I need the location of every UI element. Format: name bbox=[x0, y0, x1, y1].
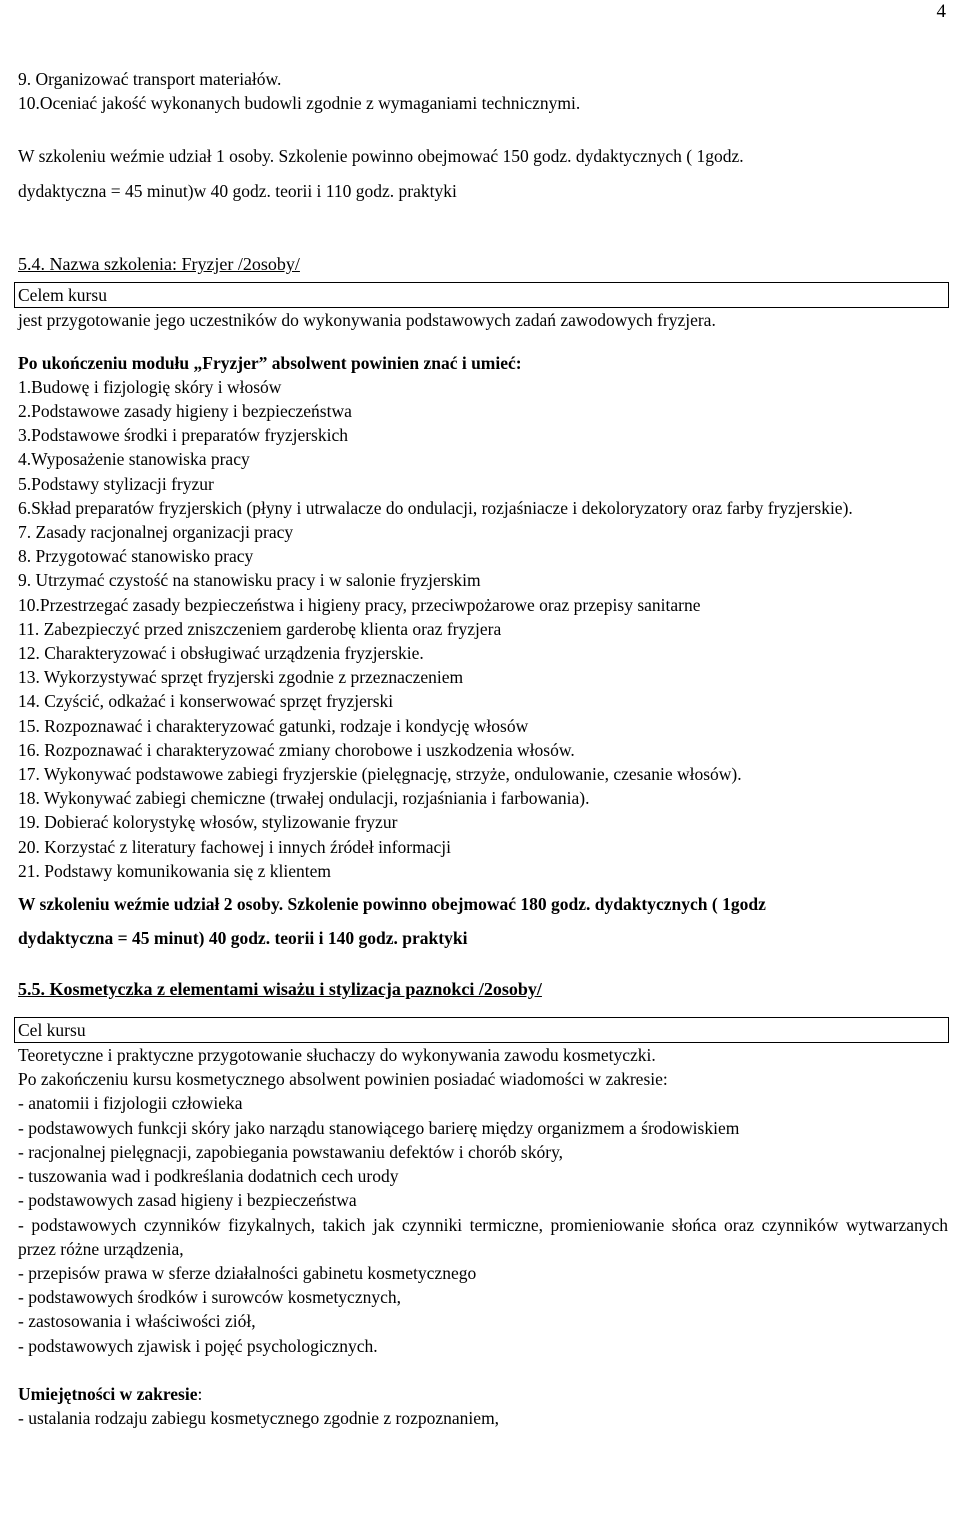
list-item: 14. Czyścić, odkażać i konserwować sprzęt fryzjerski bbox=[18, 691, 394, 712]
document-body bbox=[18, 67, 948, 1430]
list-item: - podstawowych środków i surowców kosmetycznych, bbox=[18, 1287, 401, 1308]
list-item: 10.Przestrzegać zasady bezpieczeństwa i higieny pracy, przeciwpożarowe oraz przepisy sanitarne bbox=[18, 594, 701, 615]
list-item: 6.Skład preparatów fryzjerskich (płyny i utrwalacze do ondulacji, rozjaśniacze i dekoloryzatory oraz farby fryzjerskie). bbox=[18, 497, 853, 518]
knowledge-intro: Po zakończeniu kursu kosmetycznego absolwent powinien posiadać wiadomości w zakresie: bbox=[18, 1069, 668, 1090]
list-item: - podstawowych czynników fizykalnych, takich jak czynniki termiczne, promieniowanie słońca oraz czynników wytwarzanych przez różne urządzenia, bbox=[18, 1214, 948, 1259]
course-goal-label: Cel kursu bbox=[18, 1020, 86, 1041]
list-item: 18. Wykonywać zabiegi chemiczne (trwałej ondulacji, rozjaśniania i farbowania). bbox=[18, 788, 590, 809]
skills-list bbox=[18, 1406, 948, 1430]
list-item: - ustalania rodzaju zabiegu kosmetycznego zgodnie z rozpoznaniem, bbox=[18, 1407, 500, 1428]
list-item: 1.Budowę i fizjologię skóry i włosów bbox=[18, 376, 282, 397]
training-info-2-line1: W szkoleniu weźmie udział 2 osoby. Szkolenie powinno obejmować 180 godz. dydaktycznych ( 1godz bbox=[18, 894, 766, 915]
list-item: - tuszowania wad i podkreślania dodatnich cech urody bbox=[18, 1166, 399, 1187]
list-item: 9. Utrzymać czystość na stanowisku pracy i w salonie fryzjerskim bbox=[18, 570, 481, 591]
training-info-1-line2: dydaktyczna = 45 minut)w 40 godz. teorii i 110 godz. praktyki bbox=[18, 181, 457, 202]
list-item: - podstawowych funkcji skóry jako narządu stanowiącego barierę między organizmem a środowiskiem bbox=[18, 1117, 740, 1138]
list-item: 8. Przygotować stanowisko pracy bbox=[18, 546, 254, 567]
skills-heading-colon: : bbox=[197, 1383, 203, 1404]
list-item: - zastosowania i właściwości ziół, bbox=[18, 1311, 256, 1332]
list-item: 5.Podstawy stylizacji fryzur bbox=[18, 473, 214, 494]
list-item: - racjonalnej pielęgnacji, zapobiegania powstawaniu defektów i chorób skóry, bbox=[18, 1141, 564, 1162]
goal-label-box bbox=[14, 282, 949, 308]
list-item: 7. Zasady racjonalnej organizacji pracy bbox=[18, 522, 294, 543]
training-info-2-line2: dydaktyczna = 45 minut) 40 godz. teorii i 140 godz. praktyki bbox=[18, 928, 468, 949]
list-item: 2.Podstawowe zasady higieny i bezpieczeństwa bbox=[18, 401, 352, 422]
course-goal-label-box bbox=[14, 1017, 949, 1043]
knowledge-list bbox=[18, 1091, 948, 1357]
list-item: 4.Wyposażenie stanowiska pracy bbox=[18, 449, 250, 470]
list-item: 17. Wykonywać podstawowe zabiegi fryzjerskie (pielęgnację, strzyże, ondulowanie, czesanie włosów). bbox=[18, 764, 742, 785]
list-item: 20. Korzystać z literatury fachowej i innych źródeł informacji bbox=[18, 836, 451, 857]
outcomes-heading: Po ukończeniu modułu „Fryzjer” absolwent powinien znać i umieć: bbox=[18, 352, 522, 373]
list-item: 19. Dobierać kolorystykę włosów, stylizowanie fryzur bbox=[18, 812, 398, 833]
skills-heading: Umiejętności w zakresie bbox=[18, 1383, 198, 1404]
goal-label: Celem kursu bbox=[18, 285, 107, 306]
course-goal-text: Teoretyczne i praktyczne przygotowanie słuchaczy do wykonywania zawodu kosmetyczki. bbox=[18, 1045, 656, 1066]
page-number: 4 bbox=[936, 1, 946, 22]
intro-item-10: 10.Oceniać jakość wykonanych budowli zgodnie z wymaganiami technicznymi. bbox=[18, 93, 581, 114]
intro-item-9: 9. Organizować transport materiałów. bbox=[18, 69, 282, 89]
list-item: - podstawowych zasad higieny i bezpieczeństwa bbox=[18, 1190, 357, 1211]
list-item: 15. Rozpoznawać i charakteryzować gatunki, rodzaje i kondycję włosów bbox=[18, 715, 529, 736]
skills-heading-line bbox=[18, 1382, 948, 1406]
list-item: - przepisów prawa w sferze działalności gabinetu kosmetycznego bbox=[18, 1262, 477, 1283]
section-5-4-heading: 5.4. Nazwa szkolenia: Fryzjer /2osoby/ bbox=[18, 254, 300, 275]
list-item: 3.Podstawowe środki i preparatów fryzjerskich bbox=[18, 425, 348, 446]
training-info-1-line1: W szkoleniu weźmie udział 1 osoby. Szkolenie powinno obejmować 150 godz. dydaktycznych ( 1godz. bbox=[18, 146, 744, 167]
list-item: 13. Wykorzystywać sprzęt fryzjerski zgodnie z przeznaczeniem bbox=[18, 667, 464, 688]
list-item: 16. Rozpoznawać i charakteryzować zmiany chorobowe i uszkodzenia włosów. bbox=[18, 739, 575, 760]
list-item: 11. Zabezpieczyć przed zniszczeniem garderobę klienta oraz fryzjera bbox=[18, 618, 502, 639]
section-5-5-heading: 5.5. Kosmetyczka z elementami wisażu i stylizacja paznokci /2osoby/ bbox=[18, 979, 542, 1000]
list-item: 12. Charakteryzować i obsługiwać urządzenia fryzjerskie. bbox=[18, 643, 424, 664]
hairdresser-outcomes-list bbox=[18, 375, 948, 883]
list-item: 21. Podstawy komunikowania się z klientem bbox=[18, 860, 332, 881]
goal-text: jest przygotowanie jego uczestników do wykonywania podstawowych zadań zawodowych fryzjera. bbox=[18, 310, 716, 331]
list-item: - podstawowych zjawisk i pojęć psychologicznych. bbox=[18, 1335, 378, 1356]
list-item: - anatomii i fizjologii człowieka bbox=[18, 1093, 243, 1114]
